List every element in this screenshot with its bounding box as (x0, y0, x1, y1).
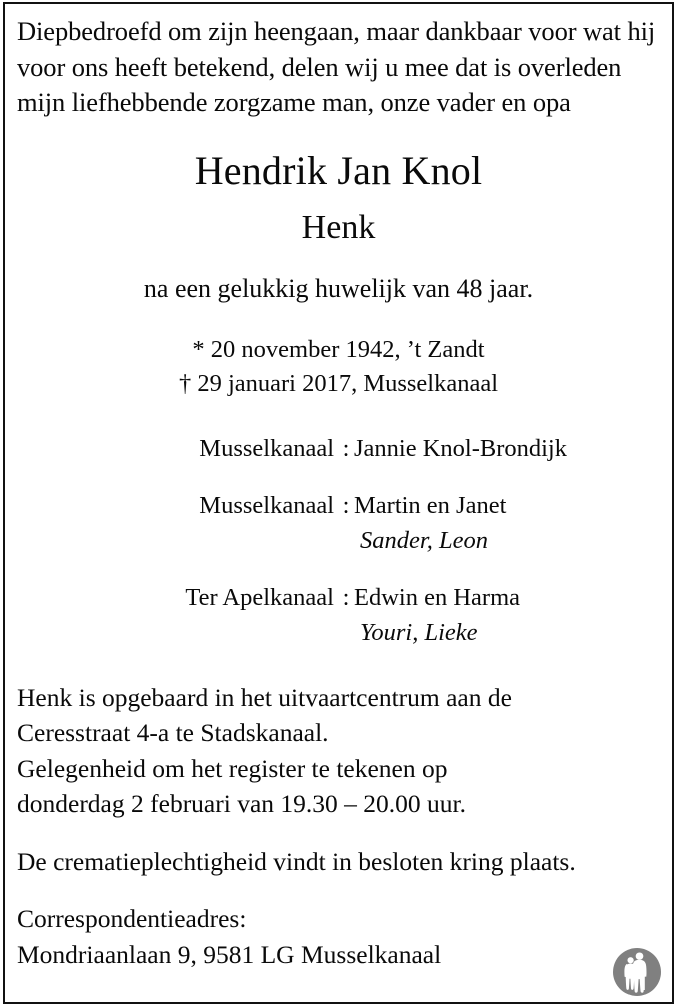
deceased-full-name: Hendrik Jan Knol (194, 147, 483, 193)
notice-line: Gelegenheid om het register te tekenen op (17, 753, 448, 783)
relative-separator: : (342, 491, 350, 519)
notice-line: donderdag 2 februari van 19.30 – 20.00 uur. (17, 789, 466, 818)
relatives-block (17, 431, 660, 650)
notices-block (17, 680, 660, 880)
funeral-home-notice (17, 680, 660, 822)
relative-place: Ter Apelkanaal (185, 583, 334, 611)
deceased-nick-name: Henk (301, 208, 376, 246)
death-date-line: † 29 januari 2017, Musselkanaal (178, 369, 499, 397)
birth-date-line: * 20 november 1942, ’t Zandt (192, 335, 485, 363)
marriage-duration-line: na een gelukkig huwelijk van 48 jaar. (143, 273, 534, 303)
relative-row (17, 488, 660, 523)
relative-group-spouse (17, 431, 660, 466)
correspondence-address-label: Correspondentieadres: (17, 904, 247, 933)
relative-row (17, 580, 660, 615)
notice-line: Henk is opgebaard in het uitvaartcentrum aan de (17, 682, 512, 712)
grandchildren-names: Sander, Leon (360, 526, 488, 554)
grandchildren-names: Youri, Lieke (360, 618, 478, 646)
relative-group-child-1 (17, 488, 660, 558)
relative-place: Musselkanaal (199, 434, 334, 462)
relative-place: Musselkanaal (199, 491, 334, 519)
relative-names: Jannie Knol-Brondijk (354, 434, 567, 462)
uitvaart-figures-logo (609, 944, 665, 1000)
cremation-notice: De crematieplechtigheid vindt in besloten kring plaats. (17, 846, 576, 876)
correspondence-address-value: Mondriaanlaan 9, 9581 LG Musselkanaal (17, 939, 442, 969)
relative-group-child-2 (17, 580, 660, 650)
correspondence-address-block (17, 901, 660, 972)
notice-line: Ceresstraat 4-a te Stadskanaal. (17, 718, 329, 747)
relative-row (17, 431, 660, 466)
relative-names: Edwin en Harma (354, 583, 520, 611)
relative-separator: : (342, 583, 350, 611)
life-dates-block (17, 333, 660, 401)
relative-names: Martin en Janet (354, 491, 507, 519)
intro-paragraph: Diepbedroefd om zijn heengaan, maar dankbaar voor wat hij voor ons heeft betekend, delen wij u mee dat is overleden mijn liefhebbende zorgzame man, onze vader en opa (17, 16, 656, 117)
deceased-name-block (17, 147, 660, 251)
relative-separator: : (342, 434, 350, 462)
